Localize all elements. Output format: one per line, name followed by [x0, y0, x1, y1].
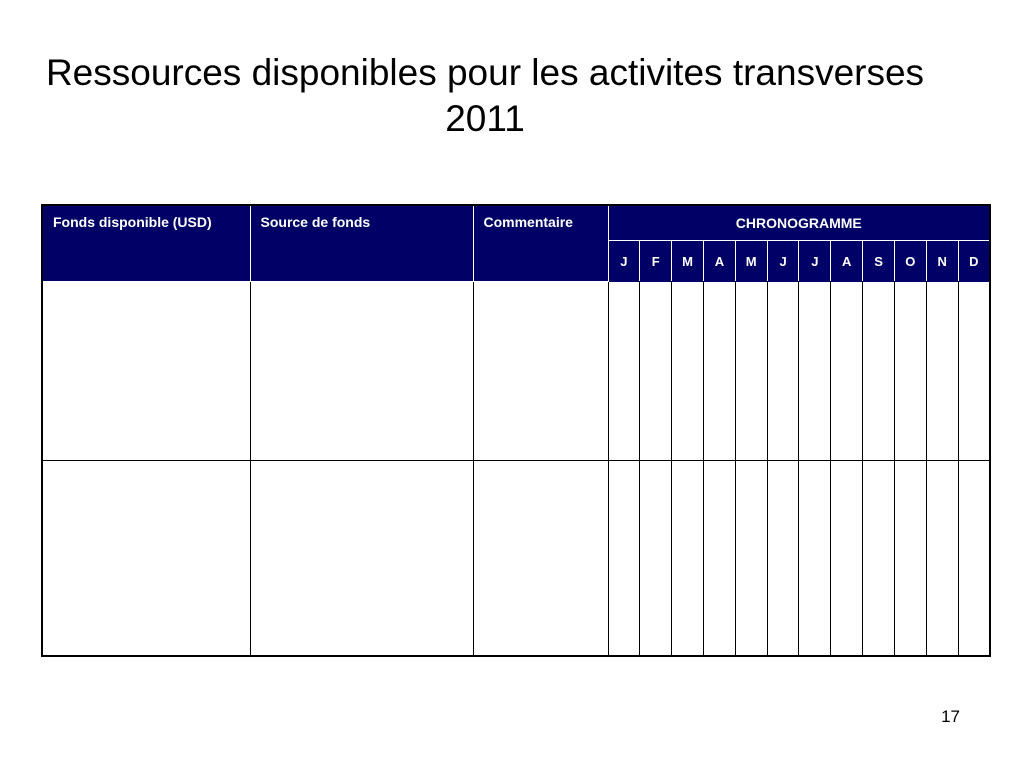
month-header-nov: N — [926, 241, 958, 282]
page-number: 17 — [941, 707, 960, 726]
cell-month — [767, 282, 799, 461]
cell-month — [703, 461, 735, 657]
header-source-de-fonds: Source de fonds — [250, 205, 473, 282]
cell-commentaire — [473, 461, 608, 657]
cell-fonds — [42, 282, 250, 461]
slide-title — [0, 50, 970, 142]
month-header-apr: A — [703, 241, 735, 282]
cell-month — [799, 282, 831, 461]
header-chronogramme: CHRONOGRAMME — [608, 205, 990, 241]
cell-source — [250, 282, 473, 461]
cell-month — [926, 461, 958, 657]
cell-month — [608, 282, 640, 461]
month-header-mar: M — [672, 241, 704, 282]
cell-month — [640, 461, 672, 657]
month-header-jan: J — [608, 241, 640, 282]
cell-month — [831, 282, 863, 461]
resources-table — [41, 204, 991, 657]
month-header-feb: F — [640, 241, 672, 282]
month-header-may: M — [735, 241, 767, 282]
cell-month — [767, 461, 799, 657]
table-row — [42, 282, 990, 461]
table-row — [42, 461, 990, 657]
cell-month — [926, 282, 958, 461]
cell-month — [799, 461, 831, 657]
cell-month — [640, 282, 672, 461]
cell-source — [250, 461, 473, 657]
header-commentaire: Commentaire — [473, 205, 608, 282]
cell-month — [735, 282, 767, 461]
cell-fonds — [42, 461, 250, 657]
cell-commentaire — [473, 282, 608, 461]
cell-month — [863, 282, 895, 461]
month-header-oct: O — [894, 241, 926, 282]
cell-month — [863, 461, 895, 657]
cell-month — [894, 461, 926, 657]
month-header-jul: J — [799, 241, 831, 282]
month-header-dec: D — [958, 241, 990, 282]
month-header-sep: S — [863, 241, 895, 282]
cell-month — [672, 461, 704, 657]
month-header-aug: A — [831, 241, 863, 282]
month-header-jun: J — [767, 241, 799, 282]
cell-month — [608, 461, 640, 657]
cell-month — [703, 282, 735, 461]
cell-month — [831, 461, 863, 657]
cell-month — [894, 282, 926, 461]
slide-title-line-2: 2011 — [445, 98, 525, 139]
table-header-row — [42, 205, 990, 241]
cell-month — [672, 282, 704, 461]
cell-month — [735, 461, 767, 657]
cell-month — [958, 461, 990, 657]
slide-title-line-1: Ressources disponibles pour les activites transverses — [45, 52, 925, 93]
cell-month — [958, 282, 990, 461]
header-fonds-disponible: Fonds disponible (USD) — [42, 205, 250, 282]
